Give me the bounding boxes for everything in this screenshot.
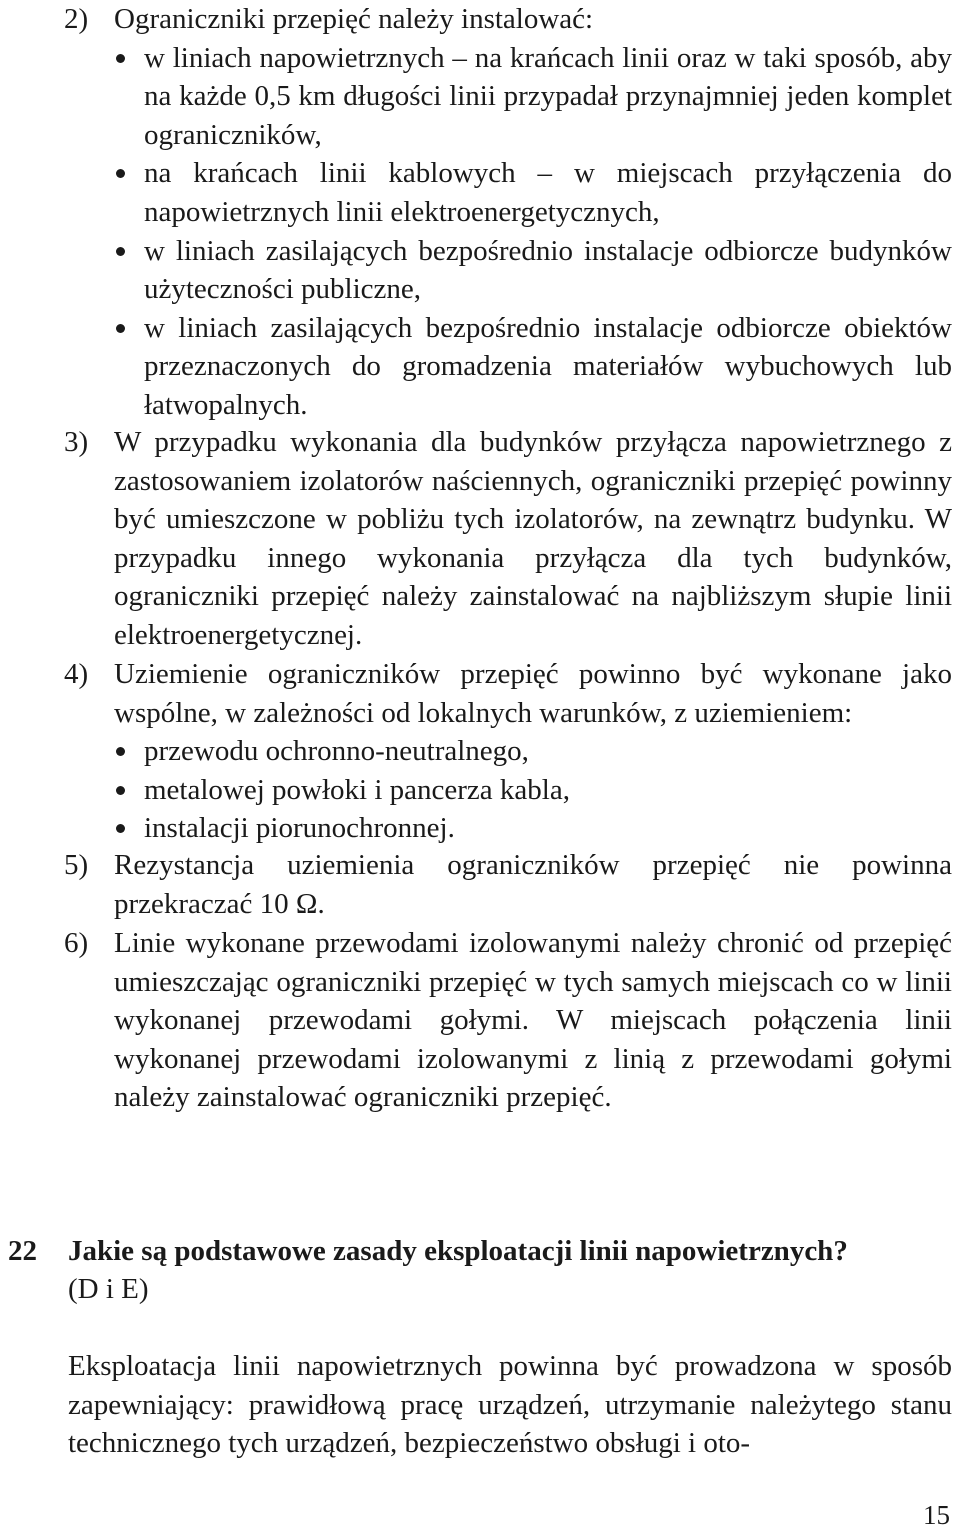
page-number: 15	[923, 1500, 950, 1530]
item-number: 3)	[64, 426, 89, 458]
list-item-2	[64, 0, 952, 425]
bullet-item: w liniach zasilających bezpośrednio instalacje odbiorcze obiektów przeznaczonych do gromadzenia materiałów wybuchowych lub łatwopalnych.	[114, 309, 952, 425]
question-subtitle: (D i E)	[68, 1273, 149, 1305]
item-text: Uziemienie ograniczników przepięć powinno być wykonane jako wspólne, w zależności od lokalnych warunków, z uziemieniem:	[114, 658, 952, 729]
item-number: 5)	[64, 849, 89, 881]
bullet-item: w liniach napowietrznych – na krańcach linii oraz w taki sposób, aby na każde 0,5 km długości linii przypadał przynajmniej jeden komplet ograniczników,	[114, 39, 952, 155]
list-item-6	[64, 924, 952, 1117]
bullet-item: przewodu ochronno-neutralnego,	[114, 732, 952, 771]
item-text: W przypadku wykonania dla budynków przyłącza napowietrznego z zastosowaniem izolatorów naściennych, ograniczniki przepięć powinny być umieszczone w pobliżu tych izolatorów, na zewnątrz budynku. W przypadku innego wykonania przyłącza dla tych budynków, ograniczniki przepięć należy zainstalować na najbliższym słupie linii elektroenergetycznej.	[114, 426, 952, 651]
item-text: Ograniczniki przepięć należy instalować:	[114, 3, 594, 35]
item-text: Linie wykonane przewodami izolowanymi należy chronić od przepięć umieszczając ograniczniki przepięć w tych samych miejscach co w linii wykonanej przewodami gołymi. W miejscach połączenia linii wykonanej przewodami izolowanymi z linią z przewodami gołymi należy zainstalować ograniczniki przepięć.	[114, 927, 952, 1114]
item-text: Rezystancja uziemienia ograniczników przepięć nie powinna przekraczać 10 Ω.	[114, 849, 952, 920]
list-item-4	[64, 655, 952, 848]
bullet-item: instalacji piorunochronnej.	[114, 809, 952, 848]
answer-paragraph: Eksploatacja linii napowietrznych powinna być prowadzona w sposób zapewniający: prawidłową pracę urządzeń, utrzymanie należytego stanu technicznego tych urządzeń, bezpieczeństwo obsługi i oto-	[68, 1350, 952, 1460]
bullet-item: w liniach zasilających bezpośrednio instalacje odbiorcze budynków użyteczności publiczne,	[114, 232, 952, 309]
bullet-item: na krańcach linii kablowych – w miejscach przyłączenia do napowietrznych linii elektroenergetycznych,	[114, 154, 952, 231]
question-title: Jakie są podstawowe zasady eksploatacji linii napowietrznych?	[68, 1235, 848, 1267]
list-item-3	[64, 423, 952, 655]
item-number: 6)	[64, 927, 89, 959]
item-number: 4)	[64, 658, 89, 690]
bullet-list	[114, 39, 952, 425]
bullet-list	[114, 732, 952, 848]
bullet-item: metalowej powłoki i pancerza kabla,	[114, 771, 952, 810]
item-number: 2)	[64, 3, 89, 35]
list-item-5	[64, 846, 952, 923]
question-number: 22	[8, 1235, 37, 1267]
